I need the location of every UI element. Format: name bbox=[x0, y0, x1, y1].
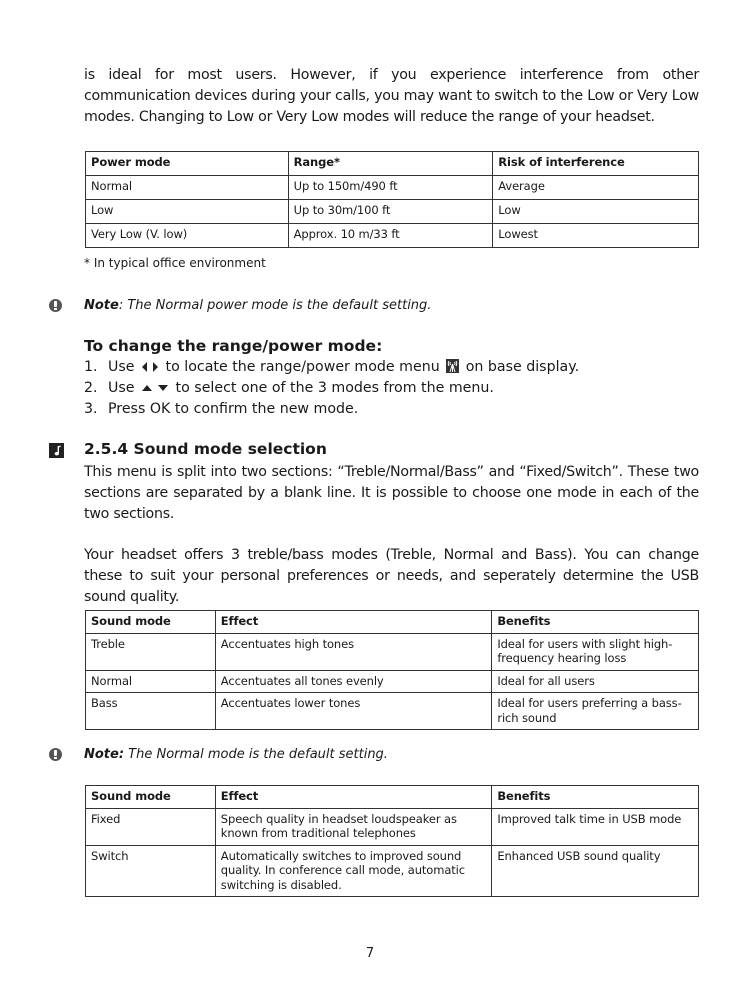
step-text: Press OK to confirm the new mode. bbox=[108, 401, 359, 417]
table-row bbox=[86, 693, 699, 730]
page-number: 7 bbox=[365, 946, 375, 961]
note-text: The Normal mode is the default setting. bbox=[124, 747, 388, 762]
header-sound-mode: Sound mode bbox=[86, 611, 216, 634]
cell-sound-mode: Normal bbox=[86, 670, 216, 693]
sound-mode-table bbox=[85, 610, 699, 730]
step-text: Use bbox=[108, 380, 135, 396]
step-text: to select one of the 3 modes from the menu. bbox=[175, 380, 494, 396]
right-arrow-icon bbox=[153, 362, 158, 372]
cell-risk: Lowest bbox=[493, 224, 699, 248]
header-power-mode: Power mode bbox=[86, 152, 289, 176]
cell-risk: Average bbox=[493, 176, 699, 200]
change-range-heading: To change the range/power mode: bbox=[84, 337, 383, 355]
table-header-row bbox=[86, 152, 699, 176]
cell-benefits: Improved talk time in USB mode bbox=[492, 808, 699, 845]
cell-range: Up to 30m/100 ft bbox=[288, 200, 493, 224]
down-arrow-icon bbox=[158, 385, 168, 391]
left-arrow-icon bbox=[142, 362, 147, 372]
step-number: 2. bbox=[84, 380, 98, 396]
cell-power-mode: Low bbox=[86, 200, 289, 224]
range-menu-icon bbox=[446, 359, 459, 373]
sound-paragraph-1: This menu is split into two sections: “Treble/Normal/Bass” and “Fixed/Switch”. These two sections are separated by a blank line. It is possible to choose one mode in each of the two sections. bbox=[84, 464, 699, 522]
power-mode-table bbox=[85, 151, 699, 248]
header-range: Range* bbox=[288, 152, 493, 176]
cell-range: Approx. 10 m/33 ft bbox=[288, 224, 493, 248]
music-note-icon bbox=[49, 443, 64, 458]
exclamation-circle-icon bbox=[49, 299, 62, 312]
step-number: 3. bbox=[84, 401, 98, 417]
cell-benefits: Ideal for users with slight high-frequency hearing loss bbox=[492, 633, 699, 670]
note-label: Note bbox=[84, 298, 119, 313]
cell-risk: Low bbox=[493, 200, 699, 224]
step-text: to locate the range/power mode menu bbox=[165, 359, 440, 375]
table-row bbox=[86, 670, 699, 693]
table-row bbox=[86, 176, 699, 200]
cell-effect: Automatically switches to improved sound quality. In conference call mode, automatic switching is disabled. bbox=[215, 845, 492, 897]
table-header-row bbox=[86, 611, 699, 634]
sound-paragraph-2: Your headset offers 3 treble/bass modes (Treble, Normal and Bass). You can change these to suit your personal preferences or needs, and seperately determine the USB sound quality. bbox=[84, 547, 699, 605]
section-title: 2.5.4 Sound mode selection bbox=[84, 440, 327, 458]
note-label: Note: bbox=[84, 747, 125, 762]
table-row bbox=[86, 633, 699, 670]
cell-sound-mode: Switch bbox=[86, 845, 216, 897]
cell-benefits: Enhanced USB sound quality bbox=[492, 845, 699, 897]
header-effect: Effect bbox=[215, 786, 492, 809]
usb-sound-table bbox=[85, 785, 699, 897]
cell-effect: Accentuates lower tones bbox=[215, 693, 492, 730]
header-benefits: Benefits bbox=[492, 611, 699, 634]
table-row bbox=[86, 808, 699, 845]
intro-paragraph: is ideal for most users. However, if you experience interference from other communication devices during your calls, you may want to switch to the Low or Very Low modes. Changing to Low or Very Low modes will reduce the range of your headset. bbox=[84, 67, 699, 125]
step-text: Use bbox=[108, 359, 135, 375]
cell-power-mode: Very Low (V. low) bbox=[86, 224, 289, 248]
table-row bbox=[86, 200, 699, 224]
step-item bbox=[84, 399, 579, 420]
cell-benefits: Ideal for all users bbox=[492, 670, 699, 693]
cell-effect: Accentuates all tones evenly bbox=[215, 670, 492, 693]
step-text: on base display. bbox=[465, 359, 580, 375]
cell-sound-mode: Treble bbox=[86, 633, 216, 670]
step-item bbox=[84, 378, 579, 399]
table-row bbox=[86, 224, 699, 248]
header-sound-mode: Sound mode bbox=[86, 786, 216, 809]
exclamation-circle-icon bbox=[49, 748, 62, 761]
change-range-steps bbox=[84, 357, 579, 420]
step-item bbox=[84, 357, 579, 378]
cell-sound-mode: Fixed bbox=[86, 808, 216, 845]
table-footnote: * In typical office environment bbox=[84, 256, 266, 270]
cell-range: Up to 150m/490 ft bbox=[288, 176, 493, 200]
step-number: 1. bbox=[84, 359, 98, 375]
table-row bbox=[86, 845, 699, 897]
cell-effect: Accentuates high tones bbox=[215, 633, 492, 670]
cell-power-mode: Normal bbox=[86, 176, 289, 200]
cell-effect: Speech quality in headset loudspeaker as known from traditional telephones bbox=[215, 808, 492, 845]
up-arrow-icon bbox=[142, 385, 152, 391]
note-power-default bbox=[84, 298, 431, 313]
note-sound-default bbox=[84, 747, 388, 762]
cell-benefits: Ideal for users preferring a bass-rich sound bbox=[492, 693, 699, 730]
note-text: : The Normal power mode is the default setting. bbox=[118, 298, 432, 313]
header-benefits: Benefits bbox=[492, 786, 699, 809]
cell-sound-mode: Bass bbox=[86, 693, 216, 730]
header-effect: Effect bbox=[215, 611, 492, 634]
table-header-row bbox=[86, 786, 699, 809]
header-risk: Risk of interference bbox=[493, 152, 699, 176]
